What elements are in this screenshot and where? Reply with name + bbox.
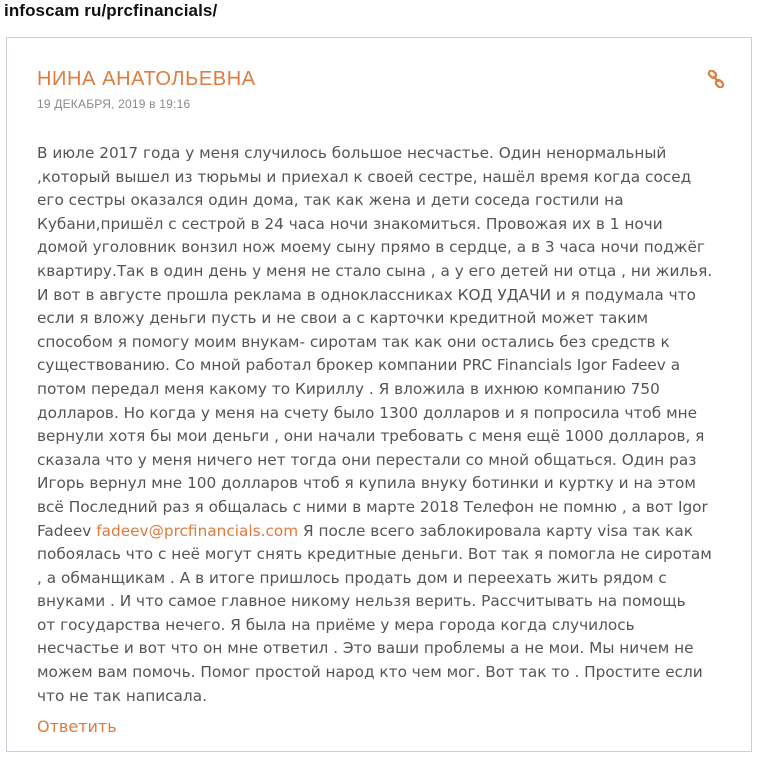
comment-line: , а обманщикам . А в итоге пришлось продать дом и переехать жить рядом с: [37, 568, 667, 587]
comment-line: Кубани,пришёл с сестрой в 24 часа ночи знакомиться. Провожая их в 1 ночи: [37, 214, 663, 233]
comment-line: существованию. Со мной работал брокер компании PRC Financials Igor Fadeev а: [37, 356, 681, 375]
comment-line: В июле 2017 года у меня случилось большое несчастье. Один ненормальный: [37, 144, 667, 162]
comment-line: можем вам помочь. Помог простой народ кто чем мог. Вот так то . Простите если: [37, 663, 703, 682]
source-caption: infoscam ru/prcfinancials/: [4, 1, 218, 20]
comment-line: домой уголовник вонзил нож моему сыну прямо в сердце, а в 3 часа ночи поджёг: [37, 238, 705, 257]
comment-author: НИНА АНАТОЛЬЕВНА: [37, 68, 256, 90]
comment-line: его сестры оказался один дома, так как жена и дети соседа гостили на: [37, 191, 624, 210]
comment-email-line: [37, 520, 727, 544]
comment-line: от государства нечего. Я была на приёме у мера города когда случилось: [37, 615, 635, 634]
reply-link[interactable]: Ответить: [37, 717, 117, 736]
comment-date[interactable]: 19 ДЕКАБРЯ, 2019 в 19:16: [37, 97, 191, 111]
email-line-after: Я после всего заблокировала карту visa так как: [298, 521, 694, 540]
comment-line: если я вложу деньги пусть и не свои а с карточки кредитной может таким: [37, 309, 649, 328]
comment-card: [6, 37, 752, 752]
email-link[interactable]: fadeev@prcfinancials.com: [96, 521, 299, 540]
comment-line: Игорь вернул мне 100 долларов чтоб я купила внуку ботинки и куртку и на этом: [37, 474, 696, 493]
comment-line: И вот в августе прошла реклама в одноклассниках КОД УДАЧИ и я подумала что: [37, 285, 696, 304]
comment-line: долларов. Но когда у меня на счету было 1300 долларов и я попросила чтоб мне: [37, 403, 698, 422]
comment-line: вернули хотя бы мои деньги , они начали требовать с меня ещё 1000 долларов, я: [37, 427, 705, 446]
link-icon[interactable]: [707, 70, 725, 88]
comment-line: ,который вышел из тюрьмы и приехал к своей сестре, нашёл время когда сосед: [37, 167, 692, 186]
comment-line: несчастье и вот что он мне ответил . Это ваши проблемы а не мои. Мы ничем не: [37, 639, 694, 658]
comment-line: сказала что у меня ничего нет тогда они перестали со мной общаться. Один раз: [37, 450, 697, 469]
comment-line: квартиру.Так в один день у меня не стало сына , а у его детей ни отца , ни жилья.: [37, 261, 713, 280]
comment-line: побоялась что с неё могут снять кредитные деньги. Вот так я помогла не сиротам: [37, 545, 712, 564]
comment-line: внуками . И что самое главное никому нельзя верить. Рассчитывать на помощь: [37, 592, 686, 611]
comment-body: [37, 142, 727, 708]
comment-line: что не так написала.: [37, 686, 207, 705]
comment-line: способом я помогу моим внукам- сиротам так как они остались без средств к: [37, 332, 670, 351]
email-line-before: Fadeev: [37, 521, 97, 540]
comment-line: всё Последний раз я общалась с ними в марте 2018 Телефон не помню , а вот Igor: [37, 497, 708, 516]
comment-line: потом передал меня какому то Кириллу . Я вложила в ихнюю компанию 750: [37, 379, 660, 398]
